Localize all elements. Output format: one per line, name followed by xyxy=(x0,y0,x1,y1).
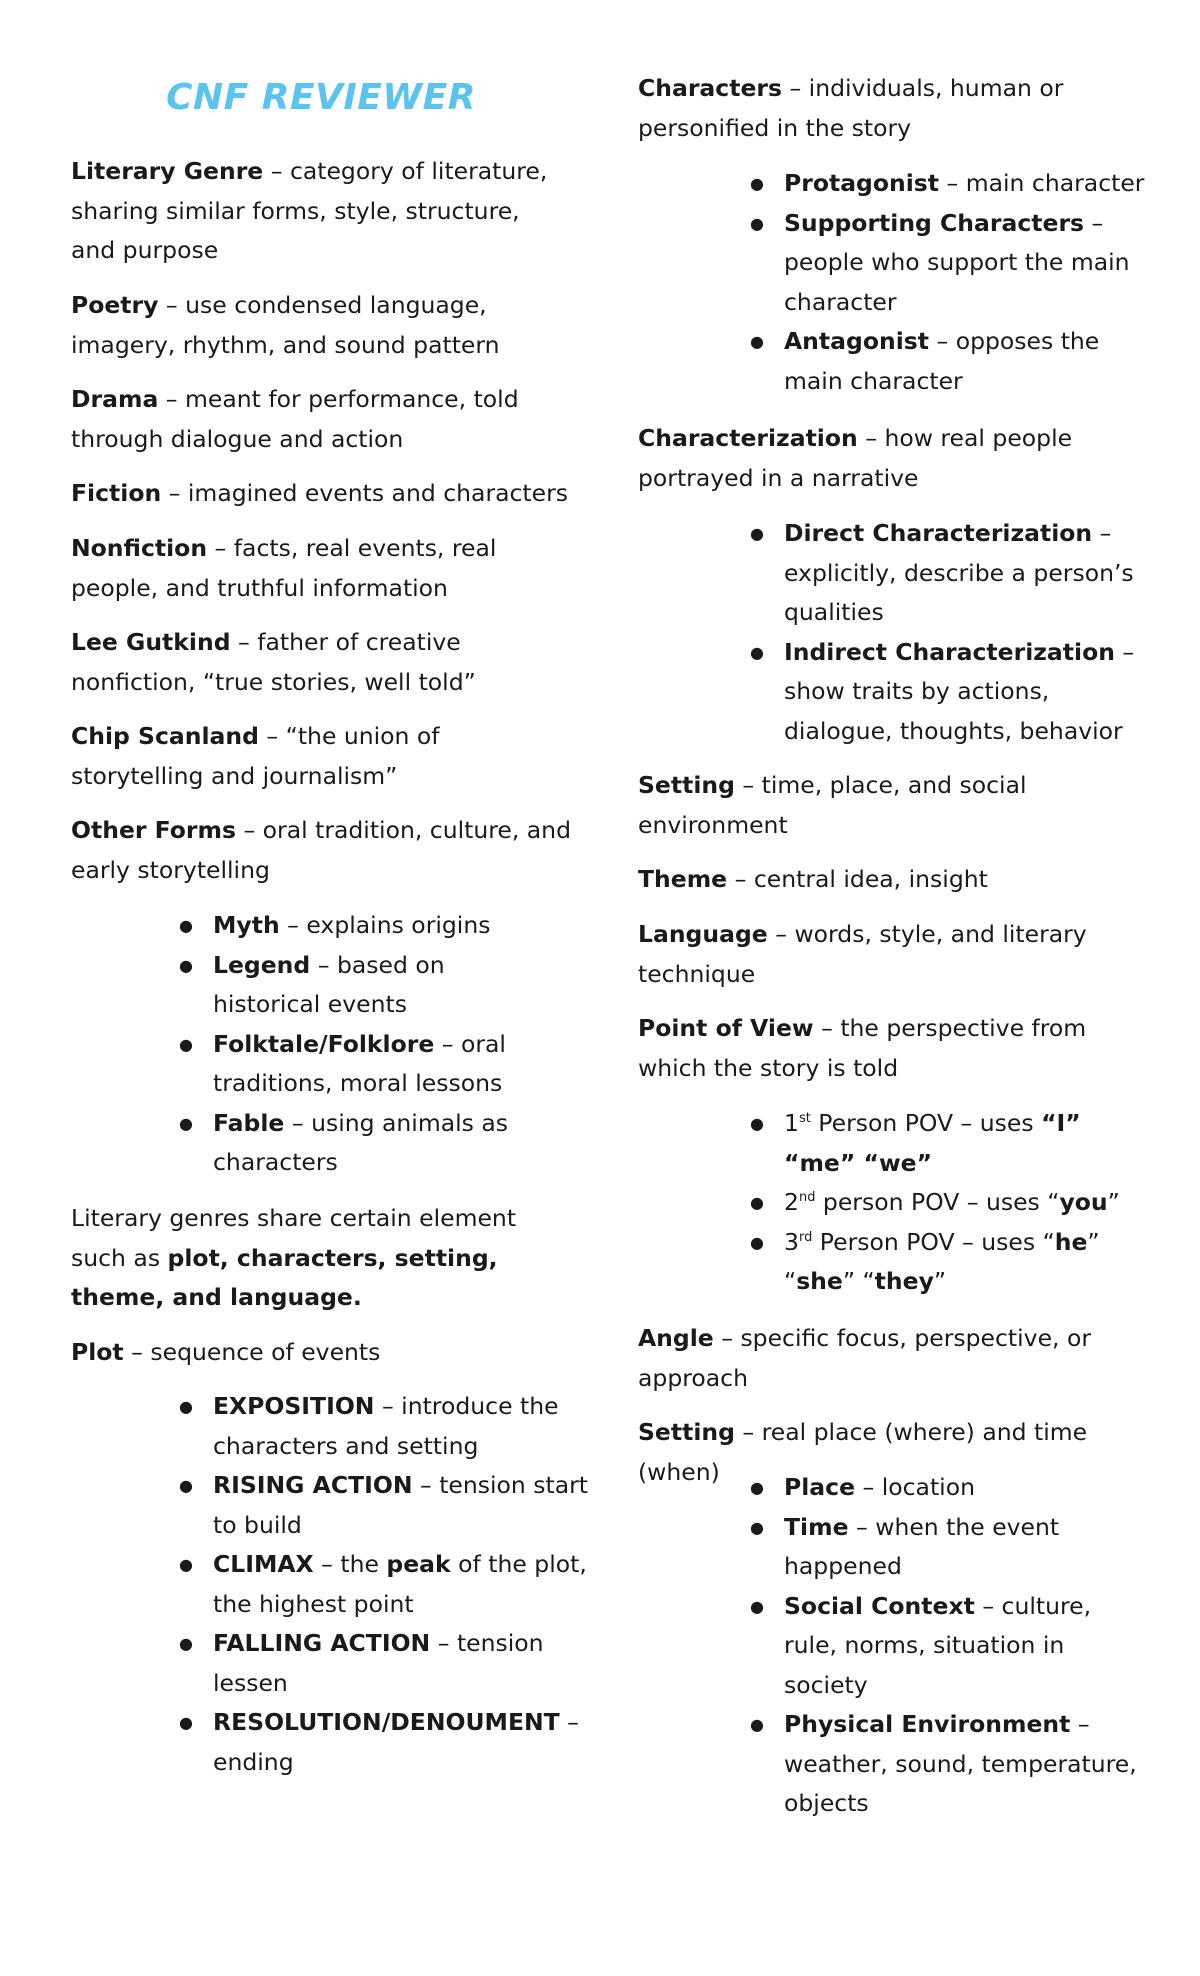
list-item: ● EXPOSITION – introduce the characters and setting xyxy=(213,1387,593,1466)
term: Plot xyxy=(71,1338,124,1366)
definition: sequence of events xyxy=(150,1338,381,1366)
definition: oral tradition, culture, and early storytelling xyxy=(71,816,571,884)
def-literary-genre: Literary Genre – category of literature, sharing similar forms, style, structure, and purpose xyxy=(71,157,548,264)
definition: meant for performance, told through dialogue and action xyxy=(71,385,519,453)
characters-list xyxy=(784,164,1154,401)
list-item: ● RISING ACTION – tension start to build xyxy=(213,1466,593,1545)
term: Characters xyxy=(638,74,782,102)
def-plot: Plot – sequence of events xyxy=(71,1338,381,1366)
definition: specific focus, perspective, or approach xyxy=(638,1324,1092,1392)
term: Setting xyxy=(638,1418,735,1446)
def-characterization: Characterization – how real people portrayed in a narrative xyxy=(638,424,1073,492)
list-item: ● Physical Environment – weather, sound, temperature, objects xyxy=(784,1705,1149,1824)
definition: imagined events and characters xyxy=(187,479,569,507)
def-fiction: Fiction – imagined events and characters xyxy=(71,479,569,507)
definition: category of literature, sharing similar forms, style, structure, and purpose xyxy=(71,157,548,264)
list-item: ● 2nd person POV – uses “you” xyxy=(784,1183,1144,1223)
def-theme: Theme – central idea, insight xyxy=(638,865,988,893)
list-item: ● Fable – using animals as characters xyxy=(213,1104,558,1183)
characterization-list xyxy=(784,514,1159,751)
pov-list xyxy=(784,1104,1144,1302)
definition: use condensed language, imagery, rhythm, and sound pattern xyxy=(71,291,500,359)
other-forms-list xyxy=(213,906,558,1183)
def-lee-gutkind: Lee Gutkind – father of creative nonfiction, “true stories, well told” xyxy=(71,628,476,696)
list-item: ● Folktale/Folklore – oral traditions, moral lessons xyxy=(213,1025,558,1104)
def-characters: Characters – individuals, human or personified in the story xyxy=(638,74,1064,142)
list-item: ● Supporting Characters – people who support the main character xyxy=(784,204,1154,323)
def-poetry: Poetry – use condensed language, imagery, rhythm, and sound pattern xyxy=(71,291,500,359)
list-item: ● CLIMAX – the peak of the plot, the highest point xyxy=(213,1545,593,1624)
list-item: ● Place – location xyxy=(784,1468,1149,1508)
list-item: ● Antagonist – opposes the main character xyxy=(784,322,1154,401)
term: Angle xyxy=(638,1324,714,1352)
def-other-forms: Other Forms – oral tradition, culture, and early storytelling xyxy=(71,816,571,884)
list-item: ● Social Context – culture, rule, norms, situation in society xyxy=(784,1587,1149,1706)
term: Nonfiction xyxy=(71,534,208,562)
definition: real place (where) and time (when) xyxy=(638,1418,1088,1486)
list-item: ● Indirect Characterization – show traits by actions, dialogue, thoughts, behavior xyxy=(784,633,1159,752)
def-point-of-view: Point of View – the perspective from which the story is told xyxy=(638,1014,1087,1082)
definition: individuals, human or personified in the story xyxy=(638,74,1064,142)
term: Language xyxy=(638,920,768,948)
list-item: ● Direct Characterization – explicitly, describe a person’s qualities xyxy=(784,514,1159,633)
def-language: Language – words, style, and literary technique xyxy=(638,920,1087,988)
list-item: ● RESOLUTION/DENOUMENT – ending xyxy=(213,1703,593,1782)
term: Literary Genre xyxy=(71,157,264,185)
term: Setting xyxy=(638,771,735,799)
definition: how real people portrayed in a narrative xyxy=(638,424,1073,492)
page-title: CNF REVIEWER xyxy=(166,77,476,118)
term: Other Forms xyxy=(71,816,236,844)
term: Lee Gutkind xyxy=(71,628,231,656)
definition: central idea, insight xyxy=(753,865,988,893)
term: Chip Scanland xyxy=(71,722,259,750)
def-setting: Setting – time, place, and social environment xyxy=(638,771,1027,839)
definition: facts, real events, real people, and truthful information xyxy=(71,534,497,602)
term: Theme xyxy=(638,865,728,893)
list-item: ● Protagonist – main character xyxy=(784,164,1154,204)
setting-list xyxy=(784,1468,1149,1824)
def-drama: Drama – meant for performance, told through dialogue and action xyxy=(71,385,519,453)
term: Drama xyxy=(71,385,159,413)
list-item: ● Myth – explains origins xyxy=(213,906,558,946)
list-item: ● 1st Person POV – uses “I” “me” “we” xyxy=(784,1104,1144,1183)
plot-list xyxy=(213,1387,593,1782)
term: Point of View xyxy=(638,1014,814,1042)
elements-paragraph: Literary genres share certain element such as plot, characters, setting, theme, and language. xyxy=(71,1204,517,1311)
definition: father of creative nonfiction, “true stories, well told” xyxy=(71,628,476,696)
list-item: ● Time – when the event happened xyxy=(784,1508,1149,1587)
term: Characterization xyxy=(638,424,858,452)
def-nonfiction: Nonfiction – facts, real events, real people, and truthful information xyxy=(71,534,497,602)
term: Fiction xyxy=(71,479,162,507)
definition: “the union of storytelling and journalism” xyxy=(71,722,440,790)
def-chip-scanland: Chip Scanland – “the union of storytelling and journalism” xyxy=(71,722,440,790)
def-setting-real: Setting – real place (where) and time (when) xyxy=(638,1418,1088,1486)
list-item: ● FALLING ACTION – tension lessen xyxy=(213,1624,593,1703)
definition: time, place, and social environment xyxy=(638,771,1027,839)
definition: words, style, and literary technique xyxy=(638,920,1087,988)
term: Poetry xyxy=(71,291,159,319)
def-angle: Angle – specific focus, perspective, or approach xyxy=(638,1324,1092,1392)
list-item: ● Legend – based on historical events xyxy=(213,946,558,1025)
list-item: ● 3rd Person POV – uses “he” “she” “they” xyxy=(784,1223,1144,1302)
definition: the perspective from which the story is told xyxy=(638,1014,1087,1082)
